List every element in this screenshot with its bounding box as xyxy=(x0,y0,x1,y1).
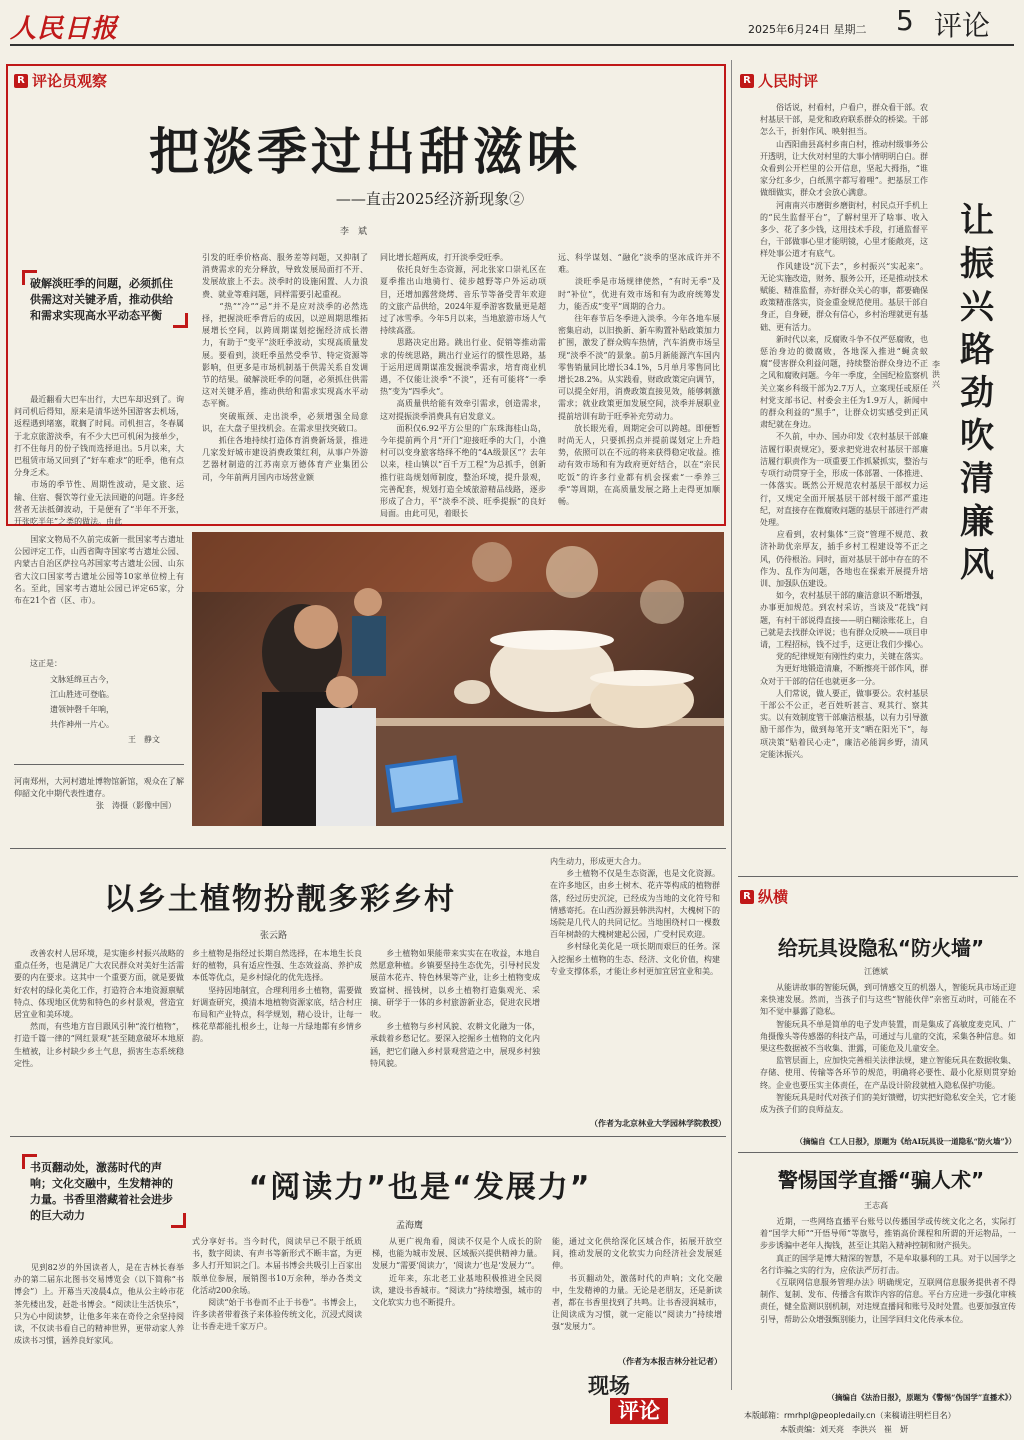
column-label-commentator: R 评论员观察 xyxy=(14,70,107,91)
bottom-article-col3: 从更广视角看，阅读不仅是个人成长的阶梯，也能为城市发展、区域振兴提供精神力量。发展力“需要‘阅读力’，‘阅读力’也是‘发展力’”。 近年来，东北老工业基地积极推进全民阅读，建设书香城市。“阅读力”持续增强，城市的文化软实力也不断提升。 xyxy=(372,1237,542,1308)
live-comment-badge xyxy=(588,1374,688,1430)
badge-word-1: 现场 xyxy=(588,1374,630,1398)
right-bottom-author: 王志高 xyxy=(864,1201,888,1210)
bottom-article-title: “阅读力”也是“发展力” xyxy=(248,1170,592,1205)
middle-article-col1: 改善农村人居环境，是实施乡村振兴战略的重点任务，也是满足广大农民群众对美好生活需要的内在要求。这其中一个重要方面，就是要做好农村的绿化美化工作，打造符合本地资源禀赋特点、体现地区优势和特色的乡村景观，营造宜居宜业和美环境。 然而，有些地方盲目跟风引种“流行植物”，打造千篇一律的“网红景观”甚至随意破坏本地原生植被，让乡村缺少乡土气息，损害生态系统稳定性。 xyxy=(14,949,184,1068)
museum-photo xyxy=(192,532,724,826)
middle-article-author: 张云路 xyxy=(260,931,288,941)
masthead-divider xyxy=(10,44,1014,46)
photo-illustration xyxy=(192,532,724,826)
top-pull-quote: 破解淡旺季的问题，必须抓住供需这对关键矛盾，推动供给和需求实现高水平动态平衡 xyxy=(30,276,182,324)
right-mid-body: 从能讲故事的智能玩偶，到可情感交互的机器人，智能玩具市场正迎来快速发展。然而，当孩子们与这些“智能伙伴”亲密互动时，可能在不知不觉中暴露了隐私。 智能玩具不单是简单的电子发声装置，而是集成了高敏度麦克风、广角摄像头等传感器的科技产品，可通过与儿童的交流，采集各种信息。如果这些数据被不当收集、泄露，可能危及儿童安全。 监管层面上，应加快完善相关法律法规，建立智能玩具在数据收集、存储、使用、传输等各环节的规范，明确将必要性、最小化原则贯穿始终。企业也要压实主体责任，在产品设计阶段就植入隐私保护功能。 智能玩具是时代对孩子们的美好馈赠，切实把好隐私安全关，它才能成为孩子们的良师益友。 xyxy=(760,983,1016,1115)
page-section: 评论 xyxy=(934,9,991,42)
middle-article-col2: 乡土植物是指经过长期自然选择，在本地生长良好的植物，具有适应性强、生态效益高、养护成本低等优点，是乡村绿化的优先选择。 坚持因地制宜，合理利用乡土植物，需要做好调查研究，摸清本地植物资源家底，结合村庄布局和产业特点，科学规划，精心设计，让每一株花草都能扎根乡土，让每一片绿地都有乡情乡韵。 xyxy=(192,949,362,1044)
top-article-col3: 同比增长超两成，打开淡季受旺季。 依托良好生态资源，河北张家口崇礼区在夏季推出山地骑行、徒步越野等户外运动项目，还增加露营烧烤、音乐节等备受青年欢迎的文旅产品供给，2024年夏季游客数量更是超过了冰雪季。今年5月以来，当地旅游市场人气持续高涨。 思路决定出路。跳出行业、促销等推动需求的传统思路，跳出行业运行的惯性思路，基于运用逆周期谋准发掘淡季需求，培育商业机遇，不仅能让淡季“不淡”，还有可能将“一季热”变为“四季火”。 高质量供给能有效牵引需求，创造需求，这对提振淡季消费具有启发意义。 面积仅6.92平方公里的广东珠海桂山岛，今年提前两个月“开门”迎接旺季的大门，小渔村可以变身旅客络绎不绝的“4A级景区”？去年以来，桂山镇以“百千万工程”为总抓手，创新推行驻岛规划师制度，整治环境，提升景观，完善配套，规划打造全域旅游精品线路，逐步形成了合力，平“淡季不淡、旺季提振”的良好局面。由此可见，着眼长 xyxy=(380,253,546,519)
footer-email-line: 本版邮箱：rmrhpl@peopledaily.cn（来稿请注明栏目名） xyxy=(744,1411,956,1420)
top-article-col1: 最近翻看大巴车出行，大巴车却迟到了。询问司机后得知，原来是清华送外国游客去机场，返程遇到堵塞，耽搁了时间。司机担言，冬春属于北京旅游淡季，有不少大巴可机闲为接单少，打不住每月的份子钱而选择退出。5月以来，大巴租赁市场又回到了“好车难求”的旺季，他有点分身乏术。 市场的季节性、周期性波动，是文旅、运输、住宿、餐饮等行业无法回避的问题。许多经营者无法抵御波动，于是便有了“半年不开张，开张吃半年”之类的做法。由此 xyxy=(14,395,184,527)
left-note-body: 国家文物局不久前完成新一批国家考古遗址公园评定工作，山西省陶寺国家考古遗址公园、内蒙古自治区萨拉乌苏国家考古遗址公园、山东省大汶口国家考古遗址公园等10家单位榜上有名。至此，国家考古遗址公园已评定65家，分布在21个省（区、市）。 xyxy=(14,535,184,606)
badge-word-2: 评论 xyxy=(610,1398,668,1424)
masthead xyxy=(0,0,1024,46)
bottom-article-source: （作者为本报吉林分社记者） xyxy=(618,1356,722,1366)
right-bottom-top-rule xyxy=(738,1152,1018,1153)
poem-line: 文脉延绵亘古今， xyxy=(50,675,114,684)
r-mark-icon: R xyxy=(740,890,754,904)
right-top-author: 李洪兴 xyxy=(932,360,940,389)
left-note-author: 王 静文 xyxy=(128,735,160,744)
right-top-body: 俗话说，村看村，户看户，群众看干部。农村基层干部，是党和政府联系群众的桥梁。干部怎么干，折射作风、映射担当。 山西阳曲县高村乡南白村，推动村级事务公开透明，让大伙对村里的大事小情明明白白。群众看到公开栏里的公开信息，坚起大拇指，“谁家分红多少，白纸黑字都写着哩”。把基层工作做细做实，群众才会放心满意。 河南南兴市磨街乡磨街村，村民点开手机上的“民生监督平台”，了解村里开了啥事、收入多少、花了多少钱，这用技术手段，打通监督平台，干部做事心里才能明镜，心里才能敞亮，这样处事公道才有底气。 作风建设“沉下去”，乡村振兴“实起来”。无论实施改造，财务、服务公开，还是推动技术赋能、精准监督，亦好群众关心的事，都要确保政策精准落实，资金重金规范使用。基层干部自身正，自身硬，群众有信心，乡村治理就更有基础、更有活力。 新时代以来，反腐败斗争不仅严惩腐败，也惩治身边的微腐败，各地深入推进“蝇贪蚁腐”侵害群众利益问题，持续整治群众身边不正之风和腐败问题。今年一季度，全国纪检监察机关立案乡科级干部为2.7万人，立案现任或原任村党支部书记、村委会主任为1.9万人，新闻中的群众利益的“黑手”，让群众切实感受到正风肃纪就在身边。 不久前，中办、国办印发《农村基层干部廉洁履行职责规定》，要求把党进农村基层干部廉洁履行职责作为一项重要工作抓紧抓实，整治与专项行动贯穿于全，形成一体部署、一体推进、一体落实。既然公开规范农村基层干部权力运行，又规定全面开展基层干部村级干部严重违纪，对直接存在微腐败问题的基层干部进行严肃处理。 应看到，农村集体“三资”管理不规范、救济补助优亲厚友，插手乡村工程建设等不正之风，仍待根治。同时，面对基层干部中存在的不作为、乱作为问题，各地也在探索开展提升培训、加强队伍建设。 如今，农村基层干部的廉洁意识不断增强，办事更加规范。到农村采访，当谈及“花钱”问题，有村干部说得直接——明白糊涂账花上，自己就是去找群众评说；也有群众反映——项目申请，工程招标，钱不过手，这更让我们少操心。 党的纪律规矩有刚性约束力，关键在落实。 为更好地锻造清廉，不断擦亮干部作风，群众对于干部的信任也就更多一分。 人们常说，做人要正，做事要公。农村基层干部公不公正，老百姓听甚言、观其行、察其实。以有效制度管干部廉洁根基，以有力引导激励干部作为，做到每笔开支“晒在阳光下”，每项决策“贴着民心走”，廉洁必能润乡野，清风定能沐振兴。 xyxy=(760,103,928,759)
middle-article-col4: 内生动力，形成更大合力。 乡土植物不仅是生态资源，也是文化资源。在许多地区，由乡土树木、花卉等构成的植物群落，经过历史沉淀，已经成为当地的文化符号和情感寄托。在山西汾源县韩洪沟村，大槐树下的场院是几代人的共同记忆。当地围绕村口一棵数百年树龄的大槐树建起公园，广受村民欢迎。 乡村绿化美化是一项长期而艰巨的任务。深入挖掘乡土植物的生态、经济、文化价值，构建专业支撑体系，才能让乡村更加宜居宜业和美。 xyxy=(550,857,720,976)
top-article-author: 李 斌 xyxy=(340,227,368,237)
right-mid-author: 江德斌 xyxy=(864,967,888,976)
r-mark-icon: R xyxy=(14,74,28,88)
photo-caption: 河南郑州，大河村遗址博物馆新馆，观众在了解仰韶文化中期代表性遗存。 xyxy=(14,777,184,799)
right-mid-top-rule xyxy=(738,876,1018,877)
right-bottom-title: 警惕国学直播“骗人术” xyxy=(777,1168,985,1192)
top-article-col4: 远、科学谋划、“融化”淡季的坚冰成许并不难。 淡旺季是市场规律使然，“有时无季”及时“补位”，优进有效市场和有为政府统筹发力，能否成“变平”周期的合力。 往年春节后冬季进入淡季。今年各地车展密集启动，以旧换新、新车购置补贴政策加力扩围，激发了群众购车热情，汽车消费市场呈现“淡季不淡”的景象。前5月新能源汽车国内零售销量同比增长34.1%，5月单月零售同比增长28.2%。从实践看，财政政策定向调节，可以提全好用，消费政策直接见效，能够刺激需求；就业政策更加发展空间，淡季并展职业提前培训有助于旺季补充劳动力。 放长眼光看，周期定会可以跨越。即便暂时尚无人，只要抓拐点并提前谋划定上升趋势，依照可以在不远的将来获得稳定收益。推动有效市场和有为政府更好结合，以在“亲民吃饭”的许多行业都有机会探索“一季养三季”等周期，在高质量发展之路上走得更加顺畅。 xyxy=(558,253,720,507)
bottom-article-author: 孟海鹰 xyxy=(396,1221,424,1231)
newspaper-logo: 人民日报 xyxy=(10,14,119,44)
bottom-article-col2: 式分享好书。当今时代，阅读早已不限于纸质书，数字阅读、有声书等新形式不断丰富，为更多人打开知识之门。本届书博会共吸引上百家出版单位参展，展销图书10万余种，举办各类文化活动200余场。 阅读“始于书卷而不止于书卷”。书博会上，许多读者带着孩子来体验传统文化，沉浸式阅读让书香走进千家万户。 xyxy=(192,1237,362,1332)
page-number: 5 xyxy=(896,4,914,37)
right-bottom-source: （摘编自《法治日报》，原题为《警惕“伪国学”直播术》） xyxy=(827,1393,1016,1402)
left-note-divider xyxy=(14,764,184,765)
column-label-people-commentary: R 人民时评 xyxy=(740,70,818,91)
left-note-poem xyxy=(50,672,190,732)
issue-date: 2025年6月24日 星期二 xyxy=(748,23,867,36)
bottom-article-col4: 能，通过文化供给深化区域合作，拓展开放空间，推动发展的文化软实力向经济社会发展延伸。 书页翻动处，激荡时代的声响；文化交融中，生发精神的力量。无论是老朋友，还是新读者，都在书香里找到了共鸣。让书香浸润城市，让阅读成为习惯，就一定能以“阅读力”持续增强“发展力”。 xyxy=(552,1237,722,1332)
footer-editor-line: 本版责编：刘天亮 李洪兴 崔 妍 xyxy=(780,1425,908,1434)
middle-article-top-rule xyxy=(10,848,726,849)
bottom-article-top-rule xyxy=(10,1136,726,1137)
poem-line: 共作神州一片心。 xyxy=(50,720,114,729)
right-mid-source: （摘编自《工人日报》，原题为《给AI玩具设一道隐私“防火墙”》） xyxy=(795,1137,1016,1146)
right-column-divider xyxy=(731,60,732,1390)
column-label-zongheng: R 纵横 xyxy=(740,886,788,907)
right-mid-title: 给玩具设隐私“防火墙” xyxy=(777,936,985,960)
bottom-pull-quote: 书页翻动处，激荡时代的声响；文化交融中，生发精神的力量。书香里潜藏着社会进步的巨大动力 xyxy=(30,1160,180,1224)
bottom-article-col1: 见到82岁的外国读者人，是在吉林长春举办的第二届东北图书交易博览会（以下简称“书博会”）上。开幕当天凌晨4点，他从公主岭市花茶先楼出发，赶赴书博会。“阅读让生活快乐”，只为心中阅读梦，让他多年来在奇伶之余坚持阅读，不仅读书看自己的精神世界，更带动家人养成读书习惯，涵养良好家风。 xyxy=(14,1263,184,1346)
middle-article-title: 以乡土植物扮靓多彩乡村 xyxy=(104,882,456,917)
photo-credit: 张 涛摄（影像中国） xyxy=(96,801,176,810)
middle-article-col3: 乡土植物如果能带来实实在在收益，本地自然愿意种植。乡镇要坚持生态优先，引导村民发展苗木花卉、特色林果等产业，让乡土植物变成致富树、摇钱树，以乡土植物打造集观光、采摘、研学于一体的乡村旅游新业态，促进农民增收。 乡土植物与乡村风貌、农耕文化融为一体，承载着乡愁记忆。要深入挖掘乡土植物的文化内涵，把它们融入乡村景观营造之中，展现乡村独特风貌。 xyxy=(370,949,540,1068)
poem-line: 遗领钟磬千年响， xyxy=(50,705,114,714)
top-article-title: 把淡季过出甜滋味 xyxy=(149,123,581,181)
right-bottom-body: 近期，一些网络直播平台账号以传播国学或传统文化之名，实际打着“国学大师”“开悟导师”等旗号，推销高价课程和所谓的开运物品，一步步诱骗中老年人掏钱，甚至让其陷入精神控制和财产损失。 真正的国学是博大精深的智慧，不是牟取暴利的工具。对于以国学之名行诈骗之实的行为，应依法严厉打击。 《互联网信息服务管理办法》明确规定，互联网信息服务提供者不得制作、复制、发布、传播含有欺诈内容的信息。平台方应进一步强化审核责任，健全监测识别机制，对违规直播间和账号及时处置。也要加强宣传引导，帮助公众增强甄别能力，让国学回归文化传承本位。 xyxy=(760,1217,1016,1324)
top-article-col2: 引发的旺季价格高、服务差等问题，又抑制了消费需求的充分释放，导致发展局面打不开、发展故旅上不去。淡季时的设施闲置、人力浪费、就业等难问题，同样需要引起重视。 “热”“冷”“忌”并不是应对淡季的必然选择，把握淡旺季背后的成因，以逆周期思维拓展增长空间，以跨周期谋划挖掘经济成长潜力，有助于“变平”淡旺季波动，实现高质量发展。要看到，淡旺季虽然受季节、特定资源等影响，但更多是市场机制基于供需关系自发调节的结果。破解淡旺季的问题，必须抓住供需这对关键矛盾，推动供给和需求实现高水平动态平衡。 突破瓶颈、走出淡季，必须增强全局意识，在大盘子里找机会。在需求里找突破口。 抓住各地持续打造体育消费新场景，推进几家发好城市建设消费政策红利，从事户外游艺器材制造的江苏南京万德体育产业集团公司，今年前两月国内市场营业额 xyxy=(202,253,368,482)
left-note-poem-intro: 这正是： xyxy=(14,659,62,668)
top-article-subtitle: ——直击2025经济新现象② xyxy=(335,190,525,208)
r-mark-icon: R xyxy=(740,74,754,88)
poem-line: 江山胜迹可登临。 xyxy=(50,690,114,699)
right-top-title: 让振兴路劲吹清廉风 xyxy=(960,201,994,585)
middle-article-source: （作者为北京林业大学园林学院教授） xyxy=(590,1118,726,1128)
